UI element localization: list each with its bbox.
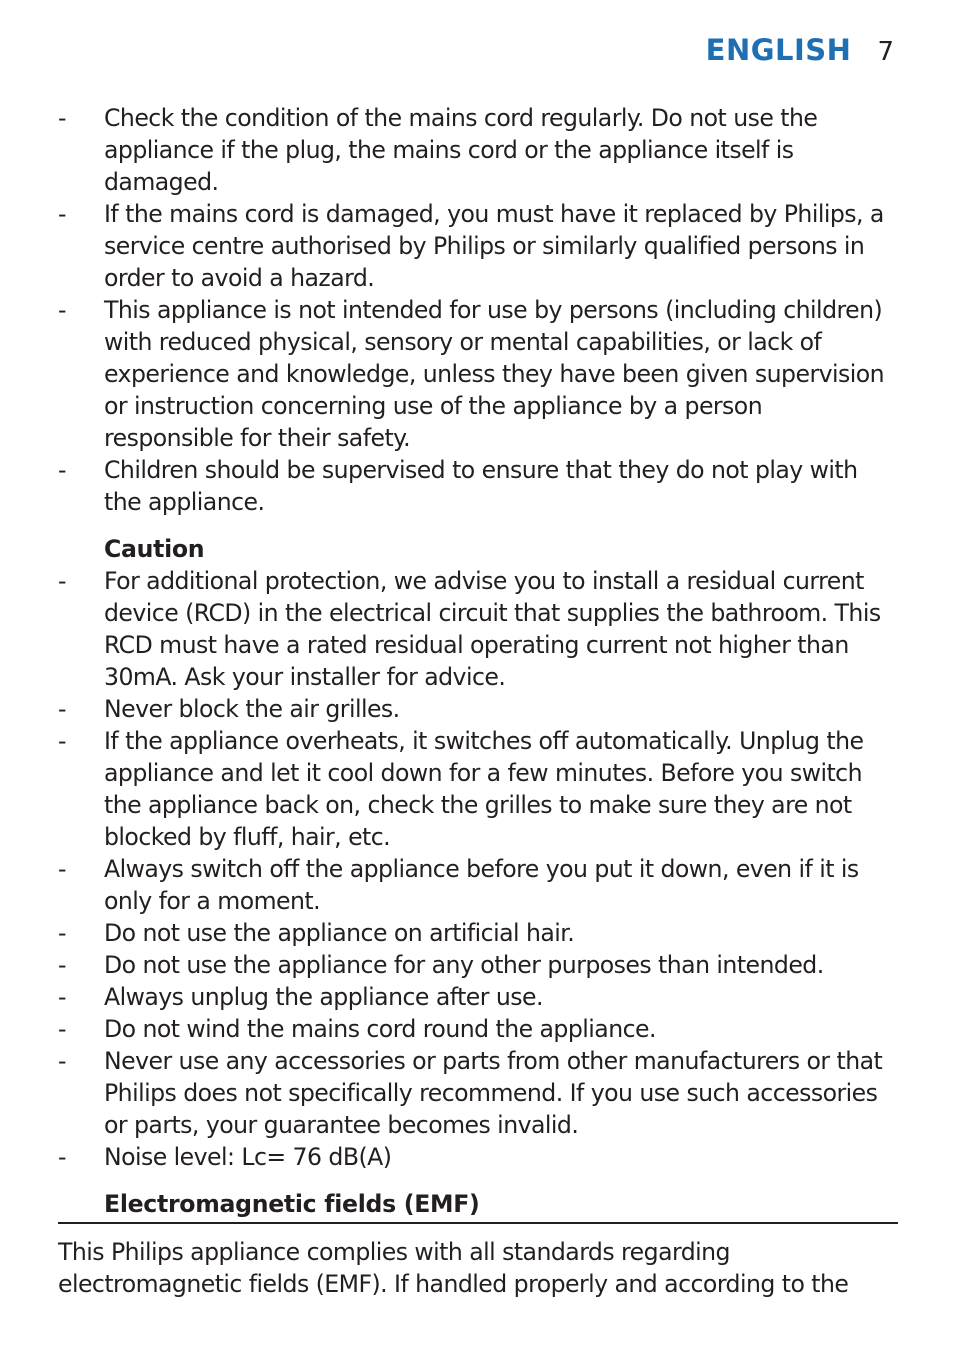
language-label: ENGLISH xyxy=(705,33,852,67)
document-body xyxy=(58,102,898,1300)
list-item: - Children should be supervised to ensure that they do not play with the appliance. xyxy=(58,456,858,516)
list-item: - Do not use the appliance on artificial hair. xyxy=(58,919,575,947)
list-item: - Do not use the appliance for any other purposes than intended. xyxy=(58,951,824,979)
list-item: - Always switch off the appliance before you put it down, even if it is only for a moment. xyxy=(58,855,859,915)
list-item: - If the appliance overheats, it switches off automatically. Unplug the appliance and let it cool down for a few minutes. Before you switch the appliance back on, check the grilles to make sure they are not blocked by fluff, hair, etc. xyxy=(58,727,864,851)
emf-section-rule xyxy=(58,1188,898,1224)
caution-list xyxy=(58,565,898,1173)
bullet-dash: - xyxy=(58,456,66,484)
bullet-dash: - xyxy=(58,951,66,979)
list-item: - For additional protection, we advise you to install a residual current device (RCD) in the electrical circuit that supplies the bathroom. This RCD must have a rated residual operating current not higher than 30mA. Ask your installer for advice. xyxy=(58,567,881,691)
bullet-dash: - xyxy=(58,567,66,595)
list-item: - This appliance is not intended for use by persons (including children) with reduced physical, sensory or mental capabilities, or lack of experience and knowledge, unless they have been given supervision or instruction concerning use of the appliance by a person responsible for their safety. xyxy=(58,296,885,452)
page-number: 7 xyxy=(877,37,894,67)
list-item: - Check the condition of the mains cord regularly. Do not use the appliance if the plug, the mains cord or the appliance itself is damaged. xyxy=(58,104,818,196)
bullet-dash: - xyxy=(58,104,66,132)
list-item: - Noise level: Lc= 76 dB(A) xyxy=(58,1143,392,1171)
list-item: - Never block the air grilles. xyxy=(58,695,400,723)
bullet-dash: - xyxy=(58,855,66,883)
list-item: - Do not wind the mains cord round the appliance. xyxy=(58,1015,656,1043)
emf-heading: Electromagnetic fields (EMF) xyxy=(104,1190,480,1218)
bullet-dash: - xyxy=(58,296,66,324)
list-item: - Never use any accessories or parts from other manufacturers or that Philips does not specifically recommend. If you use such accessories or parts, your guarantee becomes invalid. xyxy=(58,1047,883,1139)
bullet-dash: - xyxy=(58,200,66,228)
bullet-dash: - xyxy=(58,695,66,723)
caution-heading: Caution xyxy=(104,535,205,563)
warnings-list xyxy=(58,102,898,518)
bullet-dash: - xyxy=(58,1015,66,1043)
list-item: - If the mains cord is damaged, you must have it replaced by Philips, a service centre authorised by Philips or similarly qualified persons in order to avoid a hazard. xyxy=(58,200,884,292)
emf-paragraph: This Philips appliance complies with all standards regarding electromagnetic fields (EMF). If handled properly and according to the xyxy=(58,1238,849,1298)
page-header xyxy=(706,33,894,67)
bullet-dash: - xyxy=(58,919,66,947)
bullet-dash: - xyxy=(58,727,66,755)
bullet-dash: - xyxy=(58,1047,66,1075)
list-item: - Always unplug the appliance after use. xyxy=(58,983,543,1011)
bullet-dash: - xyxy=(58,1143,66,1171)
bullet-dash: - xyxy=(58,983,66,1011)
